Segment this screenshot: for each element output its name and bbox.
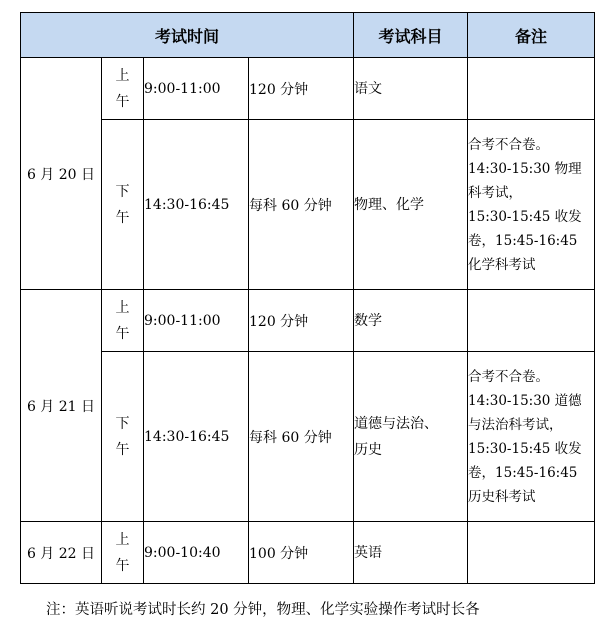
note-line: 卷，15:45-16:45 [468, 232, 578, 249]
note-cell [468, 58, 595, 120]
time-cell: 14:30-16:45 [144, 352, 249, 522]
note-line: 14:30-15:30 物理 [468, 160, 582, 177]
subject-line: 道德与法治、 [354, 415, 439, 432]
subject-line: 历史 [354, 441, 383, 458]
period-char: 下 [115, 183, 130, 200]
duration-cell: 100 分钟 [249, 522, 354, 584]
note-line: 15:30-15:45 收发 [468, 208, 582, 225]
duration-cell: 120 分钟 [249, 58, 354, 120]
header-subject: 考试科目 [354, 13, 468, 58]
period-char: 上 [115, 299, 130, 316]
note-line: 卷，15:45-16:45 [468, 464, 578, 481]
note-cell [468, 522, 595, 584]
period-cell [102, 58, 144, 120]
note-line: 15:30-15:45 收发 [468, 440, 582, 457]
time-cell: 9:00-11:00 [144, 290, 249, 352]
footnote: 注：英语听说考试时长约 20 分钟，物理、化学实验操作考试时长各 [46, 602, 480, 618]
subject-line: 数学 [354, 312, 383, 329]
period-char: 午 [115, 209, 130, 226]
table-row [21, 120, 595, 290]
date-cell: 6 月 22 日 [21, 522, 102, 584]
note-line: 化学科考试 [468, 256, 536, 273]
date-cell: 6 月 21 日 [21, 290, 102, 522]
period-char: 午 [115, 441, 130, 458]
subject-line: 物理、化学 [354, 196, 425, 213]
period-char: 上 [115, 67, 130, 84]
subject-cell [354, 58, 468, 120]
exam-schedule-table [20, 12, 595, 584]
table-header-row [21, 13, 595, 58]
period-cell [102, 290, 144, 352]
duration-cell: 每科 60 分钟 [249, 352, 354, 522]
table-row [21, 352, 595, 522]
note-cell [468, 290, 595, 352]
duration-cell: 120 分钟 [249, 290, 354, 352]
period-char: 午 [115, 93, 130, 110]
date-cell: 6 月 20 日 [21, 58, 102, 290]
period-char: 下 [115, 415, 130, 432]
header-notes: 备注 [468, 13, 595, 58]
period-char: 午 [115, 325, 130, 342]
note-line: 与法治科考试， [468, 416, 563, 433]
period-cell [102, 352, 144, 522]
subject-line: 英语 [354, 544, 383, 561]
period-char: 上 [115, 531, 130, 548]
note-line: 合考不合卷。 [468, 368, 550, 385]
note-cell [468, 120, 595, 290]
subject-cell [354, 352, 468, 522]
time-cell: 9:00-11:00 [144, 58, 249, 120]
subject-cell [354, 522, 468, 584]
table-row [21, 290, 595, 352]
note-cell [468, 352, 595, 522]
time-cell: 14:30-16:45 [144, 120, 249, 290]
period-char: 午 [115, 557, 130, 574]
subject-cell [354, 290, 468, 352]
period-cell [102, 522, 144, 584]
note-line: 历史科考试 [468, 488, 536, 505]
table-row [21, 58, 595, 120]
note-line: 14:30-15:30 道德 [468, 392, 582, 409]
note-line: 科考试， [468, 184, 523, 201]
note-line: 合考不合卷。 [468, 136, 550, 153]
subject-line: 语文 [354, 80, 383, 97]
time-cell: 9:00-10:40 [144, 522, 249, 584]
subject-cell [354, 120, 468, 290]
table-row [21, 522, 595, 584]
period-cell [102, 120, 144, 290]
duration-cell: 每科 60 分钟 [249, 120, 354, 290]
header-exam-time: 考试时间 [21, 13, 354, 58]
